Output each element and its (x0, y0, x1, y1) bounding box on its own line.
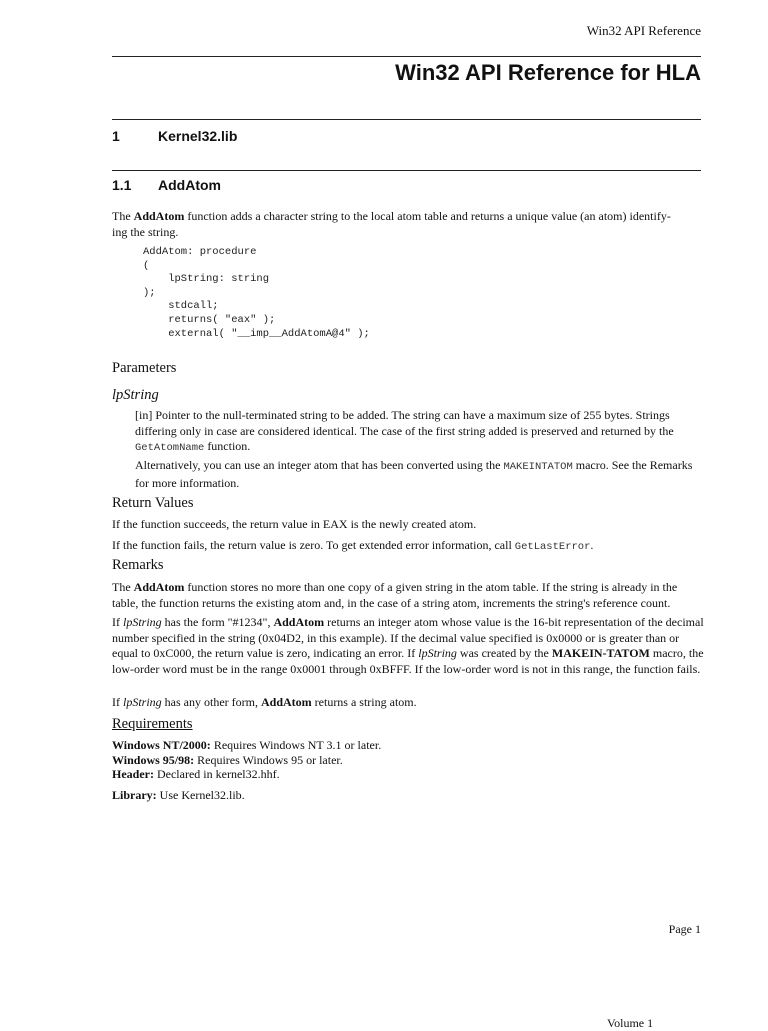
inline-code: GetAtomName (135, 442, 205, 454)
section-heading-1-1 (112, 177, 221, 193)
section-title: AddAtom (158, 177, 221, 193)
title-rule (112, 119, 701, 120)
requirement-nt: Windows NT/2000: Requires Windows NT 3.1 or later. (112, 738, 382, 752)
section-number: 1.1 (112, 177, 132, 193)
running-header: Win32 API Reference (586, 23, 701, 38)
param-description: [in] Pointer to the null-terminated string to be added. The string can have a maximum size of 255 bytes. Strings differing only in case are considered identical. The case of the first string added is preserved and returned by the GetAtomName function. (135, 408, 674, 454)
requirement-header: Header: Declared in kernel32.hhf. (112, 767, 280, 782)
return-values-heading: Return Values (112, 495, 194, 511)
function-name: AddAtom (133, 209, 185, 223)
code-line: ); (143, 286, 156, 299)
param-name: lpString (112, 387, 159, 403)
requirement-library: Library: Use Kernel32.lib. (112, 787, 245, 802)
code-line: returns( "eax" ); (143, 313, 276, 326)
code-line: stdcall; (143, 300, 219, 313)
remarks-paragraph-1: The AddAtom function stores no more than one copy of a given string in the atom table. If the string is already in the table, the function returns the existing atom and, in the case of a string atom, increments the string's reference count. (112, 580, 678, 610)
inline-code: MAKEINTATOM (503, 461, 573, 473)
inline-code: GetLastError (514, 541, 591, 553)
return-failure: If the function fails, the return value is zero. To get extended error information, call GetLastError. (112, 538, 594, 553)
document-title: Win32 API Reference for HLA (395, 60, 701, 85)
code-line: AddAtom: procedure (143, 246, 257, 258)
code-line: ( (143, 259, 150, 272)
param-alternative: Alternatively, you can use an integer atom that has been converted using the MAKEINTATOM macro. See the Remarks for more information. (135, 458, 693, 490)
page-number: Page 1 (668, 922, 701, 936)
volume-label: Volume 1 (607, 1016, 654, 1030)
section-title: Kernel32.lib (158, 128, 238, 144)
return-success: If the function succeeds, the return value in EAX is the newly created atom. (112, 517, 477, 531)
remarks-paragraph-2: If lpString has the form "#1234", AddAtom returns an integer atom whose value is the 16-bit representation of the decimal number specified in the string (0x04D2, in this example). If the decimal value specified is 0x0000 or is greater than or equal to 0xC000, the return value is zero, indicating an error. If lpString was created by the MAKEIN-TATOM macro, the low-order word must be in the range 0x0001 through 0xBFFF. If the low-order word is not in this range, the function fails. (112, 615, 704, 676)
section-rule (112, 170, 701, 171)
remarks-paragraph-3: If lpString has any other form, AddAtom returns a string atom. (112, 695, 417, 709)
header-rule (112, 56, 701, 57)
parameters-heading: Parameters (112, 360, 177, 376)
requirements-heading: Requirements (112, 716, 193, 732)
section-number: 1 (112, 128, 120, 144)
code-line: lpString: string (143, 273, 270, 286)
section-heading-1 (112, 128, 237, 144)
remarks-heading: Remarks (112, 557, 164, 573)
code-line: external( "__imp__AddAtomA@4" ); (143, 327, 370, 340)
requirements-list (112, 738, 381, 802)
intro-paragraph: The AddAtom function adds a character string to the local atom table and returns a unique value (an atom) identify- ing the string. (112, 209, 671, 239)
code-block (143, 246, 370, 341)
requirement-win95: Windows 95/98: Requires Windows 95 or later. (112, 752, 343, 767)
